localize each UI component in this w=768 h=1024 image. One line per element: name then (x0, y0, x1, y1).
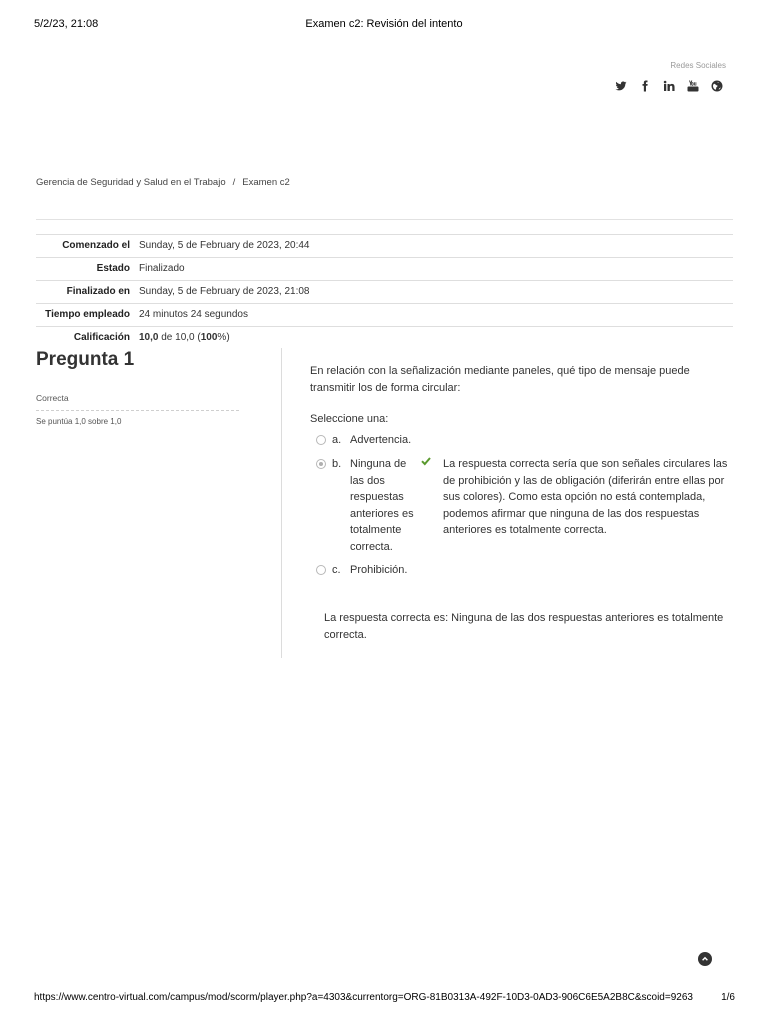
summary-value: Finalizado (139, 263, 185, 274)
summary-row-started (36, 234, 733, 257)
summary-row-finished (36, 280, 733, 303)
summary-row-state (36, 257, 733, 280)
globe-icon[interactable] (710, 78, 724, 94)
grade-percent: 100 (200, 332, 218, 343)
social-label: Redes Sociales (670, 61, 726, 70)
breadcrumb-separator: / (232, 177, 236, 188)
answer-option-a[interactable] (316, 432, 411, 449)
grade-score: 10,0 (139, 332, 159, 343)
grade-suffix: %) (217, 332, 230, 343)
attempt-summary-table (36, 234, 733, 349)
breadcrumb (36, 177, 290, 188)
breadcrumb-item-exam[interactable]: Examen c2 (242, 177, 290, 188)
answer-option-b[interactable] (316, 456, 420, 555)
option-text: Advertencia. (350, 434, 412, 446)
grade-of: de 10,0 ( (158, 332, 201, 343)
summary-label: Tiempo empleado (45, 309, 130, 320)
summary-value (139, 327, 733, 349)
summary-value: Sunday, 5 de February de 2023, 21:08 (139, 286, 310, 297)
breadcrumb-item-course[interactable]: Gerencia de Seguridad y Salud en el Trabajo (36, 177, 226, 188)
answer-option-c[interactable] (316, 562, 407, 579)
print-title: Examen c2: Revisión del intento (305, 18, 463, 30)
summary-label: Estado (96, 263, 130, 274)
question-state: Correcta (36, 393, 69, 403)
check-icon (421, 456, 431, 466)
back-to-top-button[interactable] (698, 952, 712, 966)
option-text: Ninguna de las dos respuestas anteriores es totalmente correcta. (350, 458, 414, 553)
summary-label: Finalizado en (66, 286, 130, 297)
answer-prompt: Seleccione una: (310, 413, 389, 425)
linkedin-icon[interactable] (662, 78, 676, 94)
summary-row-grade (36, 326, 733, 349)
question-text: En relación con la señalización mediante paneles, qué tipo de mensaje puede transmitir los de forma circular: (310, 365, 690, 394)
radio-button[interactable] (316, 435, 326, 445)
radio-button[interactable] (316, 565, 326, 575)
right-answer: La respuesta correcta es: Ninguna de las dos respuestas anteriores es totalmente correcta. (324, 612, 724, 641)
summary-label: Calificación (73, 332, 130, 343)
summary-label: Comenzado el (62, 240, 130, 251)
question-grade: Se puntúa 1,0 sobre 1,0 (36, 417, 122, 426)
twitter-icon[interactable] (614, 78, 628, 94)
youtube-icon[interactable] (686, 78, 700, 94)
print-url: https://www.centro-virtual.com/campus/mod/scorm/player.php?a=4303&currentorg=ORG-81B0313A-492F-10D3-0AD3-906C6E5A2B8C&scoid=9263 (34, 992, 693, 1003)
option-letter: c. (332, 564, 341, 576)
option-feedback: La respuesta correcta sería que son señales circulares las de prohibición y las de obligación (diferirán entre ellas por sus colores). Como esta opción no está contemplada, podemos afirmar que ninguna de las dos respuestas anteriores es totalmente correcta. (443, 458, 728, 536)
chevron-up-icon (701, 955, 709, 963)
question-title: Pregunta 1 (36, 349, 135, 370)
divider (36, 410, 239, 411)
option-text: Prohibición. (350, 564, 408, 576)
divider (281, 348, 282, 658)
option-letter: b. (332, 458, 342, 470)
option-letter: a. (332, 434, 342, 446)
summary-row-time (36, 303, 733, 326)
summary-value: Sunday, 5 de February de 2023, 20:44 (139, 240, 310, 251)
social-icons (614, 78, 724, 94)
summary-value: 24 minutos 24 segundos (139, 309, 248, 320)
divider (36, 219, 733, 220)
facebook-icon[interactable] (638, 78, 652, 94)
print-datetime: 5/2/23, 21:08 (34, 18, 99, 30)
print-page-number: 1/6 (721, 992, 735, 1003)
radio-button[interactable] (316, 459, 326, 469)
